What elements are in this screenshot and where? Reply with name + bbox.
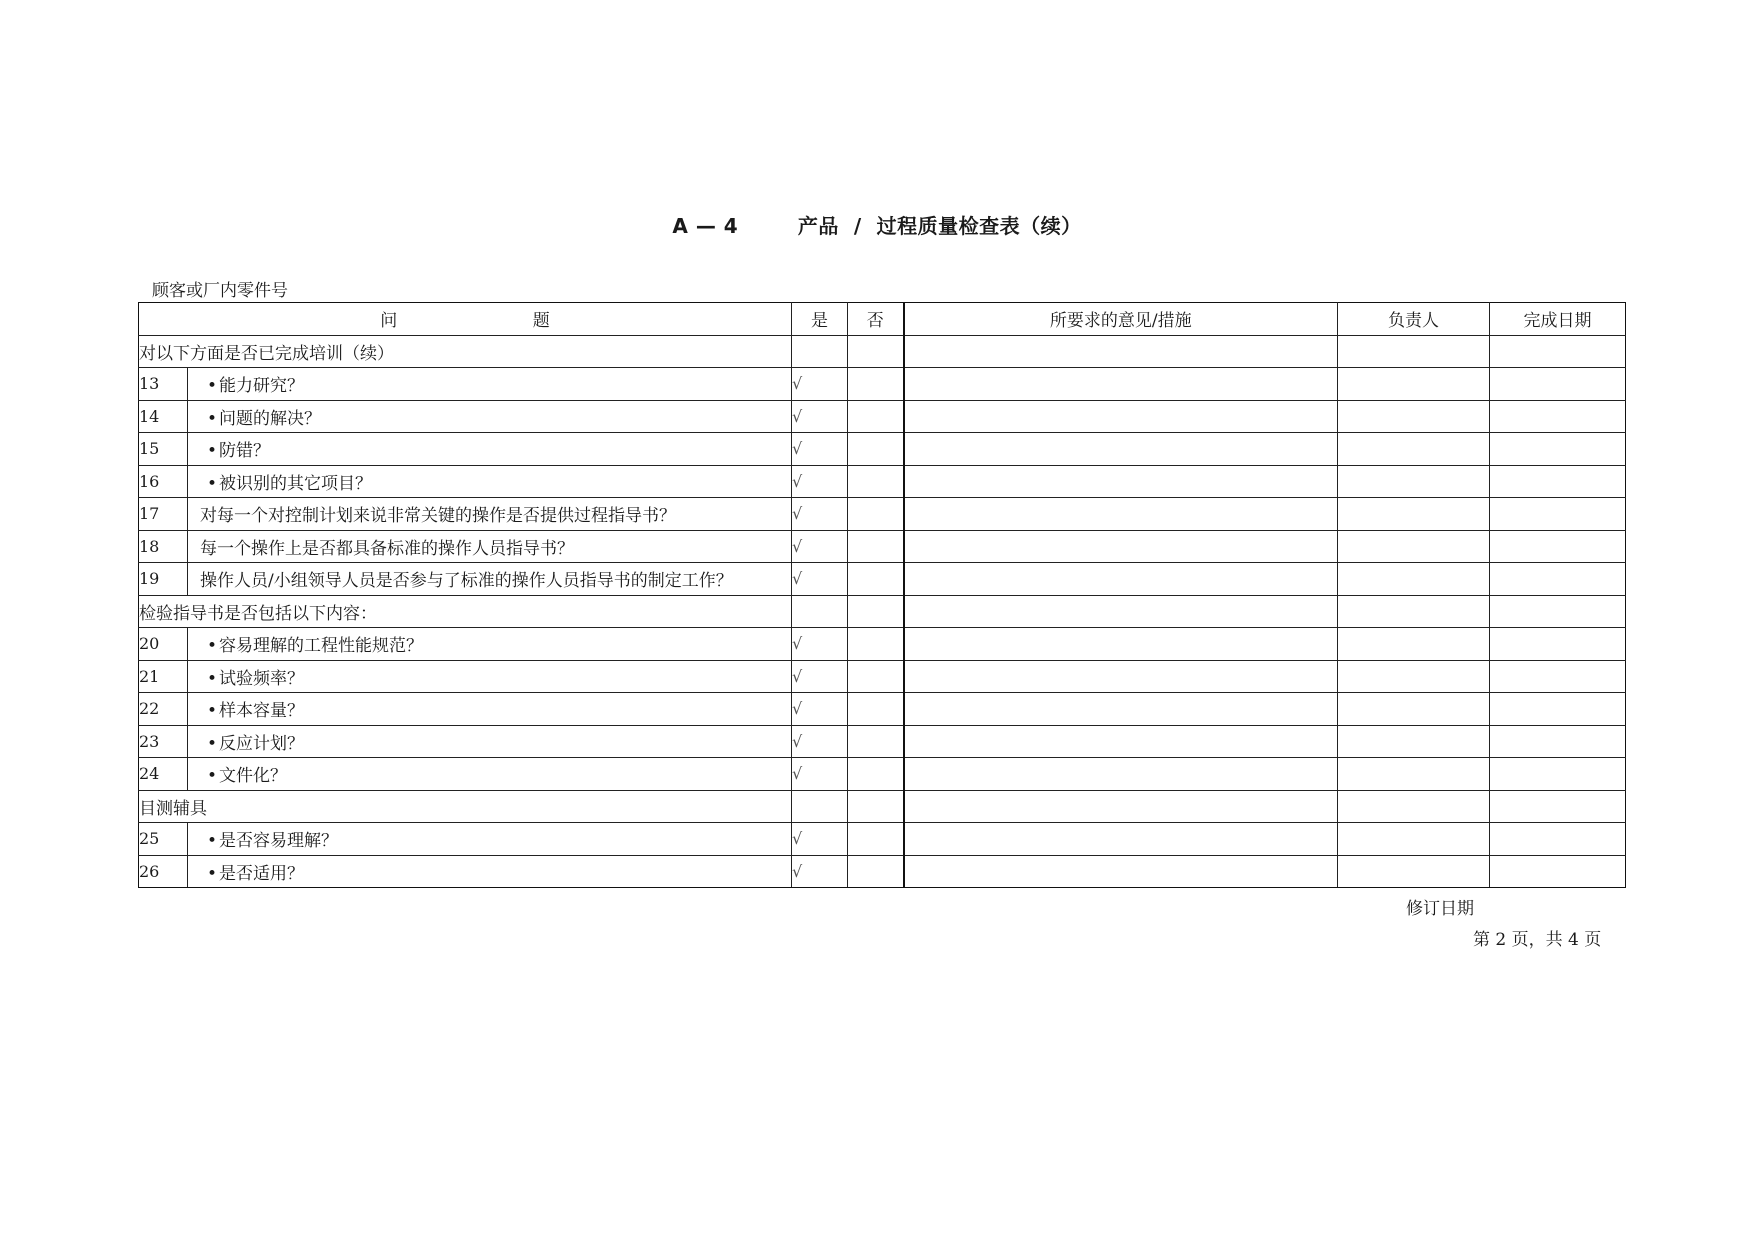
question-text xyxy=(188,758,792,791)
responsible-cell[interactable] xyxy=(1338,498,1490,531)
comments-cell[interactable] xyxy=(904,823,1338,856)
no-cell[interactable] xyxy=(848,790,904,823)
responsible-cell[interactable] xyxy=(1338,563,1490,596)
question-text xyxy=(188,465,792,498)
responsible-cell[interactable] xyxy=(1338,823,1490,856)
question-label: 被识别的其它项目？ xyxy=(219,473,372,494)
yes-checkmark[interactable]: √ xyxy=(792,855,848,888)
comments-cell[interactable] xyxy=(904,855,1338,888)
table-row xyxy=(139,693,1626,726)
responsible-cell[interactable] xyxy=(1338,790,1490,823)
comments-cell[interactable] xyxy=(904,725,1338,758)
bullet-icon: • xyxy=(206,376,218,397)
completion-date-cell[interactable] xyxy=(1490,465,1626,498)
no-cell[interactable] xyxy=(848,498,904,531)
responsible-cell[interactable] xyxy=(1338,465,1490,498)
checklist-body xyxy=(139,335,1626,888)
no-cell[interactable] xyxy=(848,855,904,888)
table-row xyxy=(139,725,1626,758)
bullet-icon: • xyxy=(206,733,218,754)
question-text xyxy=(188,433,792,466)
question-text xyxy=(188,563,792,596)
item-number: 19 xyxy=(139,563,188,596)
table-row xyxy=(139,465,1626,498)
no-cell[interactable] xyxy=(848,628,904,661)
yes-checkmark[interactable]: √ xyxy=(792,433,848,466)
bullet-icon: • xyxy=(206,668,218,689)
question-text xyxy=(188,498,792,531)
no-cell[interactable] xyxy=(848,400,904,433)
header-responsible: 负责人 xyxy=(1338,303,1490,336)
no-cell[interactable] xyxy=(848,433,904,466)
item-number: 24 xyxy=(139,758,188,791)
question-text xyxy=(188,725,792,758)
yes-checkmark[interactable]: √ xyxy=(792,465,848,498)
yes-cell[interactable] xyxy=(792,335,848,368)
comments-cell[interactable] xyxy=(904,660,1338,693)
comments-cell[interactable] xyxy=(904,563,1338,596)
comments-cell[interactable] xyxy=(904,335,1338,368)
section-heading: 对以下方面是否已完成培训（续） xyxy=(139,335,792,368)
table-row xyxy=(139,855,1626,888)
no-cell[interactable] xyxy=(848,368,904,401)
completion-date-cell[interactable] xyxy=(1490,790,1626,823)
no-cell[interactable] xyxy=(848,823,904,856)
item-number: 18 xyxy=(139,530,188,563)
responsible-cell[interactable] xyxy=(1338,335,1490,368)
no-cell[interactable] xyxy=(848,660,904,693)
question-label: 文件化？ xyxy=(219,766,287,787)
yes-checkmark[interactable]: √ xyxy=(792,530,848,563)
completion-date-cell[interactable] xyxy=(1490,530,1626,563)
section-heading: 目测辅具 xyxy=(139,790,792,823)
yes-checkmark[interactable]: √ xyxy=(792,368,848,401)
no-cell[interactable] xyxy=(848,335,904,368)
responsible-cell[interactable] xyxy=(1338,433,1490,466)
completion-date-cell[interactable] xyxy=(1490,855,1626,888)
question-text xyxy=(188,855,792,888)
completion-date-cell[interactable] xyxy=(1490,400,1626,433)
item-number: 20 xyxy=(139,628,188,661)
bullet-icon: • xyxy=(206,701,218,722)
question-label: 能力研究？ xyxy=(219,376,304,397)
question-label: 样本容量？ xyxy=(219,701,304,722)
question-label: 容易理解的工程性能规范？ xyxy=(219,636,423,657)
yes-checkmark[interactable]: √ xyxy=(792,823,848,856)
completion-date-cell[interactable] xyxy=(1490,595,1626,628)
completion-date-cell[interactable] xyxy=(1490,660,1626,693)
item-number: 16 xyxy=(139,465,188,498)
question-label: 是否容易理解？ xyxy=(219,831,338,852)
completion-date-cell[interactable] xyxy=(1490,693,1626,726)
item-number: 23 xyxy=(139,725,188,758)
yes-cell[interactable] xyxy=(792,595,848,628)
question-label: 操作人员/小组领导人员是否参与了标准的操作人员指导书的制定工作？ xyxy=(200,571,733,592)
responsible-cell[interactable] xyxy=(1338,628,1490,661)
yes-checkmark[interactable]: √ xyxy=(792,693,848,726)
question-label: 是否适用？ xyxy=(219,863,304,884)
question-label: 对每一个对控制计划来说非常关键的操作是否提供过程指导书？ xyxy=(200,506,676,527)
header-no: 否 xyxy=(848,303,904,336)
table-section-row xyxy=(139,595,1626,628)
item-number: 21 xyxy=(139,660,188,693)
question-label: 问题的解决？ xyxy=(219,408,321,429)
comments-cell[interactable] xyxy=(904,595,1338,628)
part-number-label: 顾客或厂内零件号 xyxy=(152,281,288,301)
completion-date-cell[interactable] xyxy=(1490,823,1626,856)
table-section-row xyxy=(139,790,1626,823)
yes-checkmark[interactable]: √ xyxy=(792,725,848,758)
bullet-icon: • xyxy=(206,766,218,787)
yes-checkmark[interactable]: √ xyxy=(792,628,848,661)
completion-date-cell[interactable] xyxy=(1490,725,1626,758)
document-title: A — 4 产品 / 过程质量检查表（续） xyxy=(672,214,1082,238)
question-text xyxy=(188,693,792,726)
responsible-cell[interactable] xyxy=(1338,758,1490,791)
table-row xyxy=(139,368,1626,401)
completion-date-cell[interactable] xyxy=(1490,433,1626,466)
no-cell[interactable] xyxy=(848,563,904,596)
question-label: 反应计划？ xyxy=(219,733,304,754)
comments-cell[interactable] xyxy=(904,628,1338,661)
header-question: 问 题 xyxy=(139,303,792,336)
no-cell[interactable] xyxy=(848,725,904,758)
table-row xyxy=(139,498,1626,531)
table-row xyxy=(139,660,1626,693)
responsible-cell[interactable] xyxy=(1338,368,1490,401)
yes-cell[interactable] xyxy=(792,790,848,823)
no-cell[interactable] xyxy=(848,465,904,498)
yes-checkmark[interactable]: √ xyxy=(792,758,848,791)
table-row xyxy=(139,433,1626,466)
item-number: 14 xyxy=(139,400,188,433)
question-label: 每一个操作上是否都具备标准的操作人员指导书？ xyxy=(200,538,574,559)
responsible-cell[interactable] xyxy=(1338,400,1490,433)
header-completion-date: 完成日期 xyxy=(1490,303,1626,336)
table-row xyxy=(139,758,1626,791)
comments-cell[interactable] xyxy=(904,433,1338,466)
table-row xyxy=(139,823,1626,856)
revision-date-label: 修订日期 xyxy=(1406,899,1474,919)
responsible-cell[interactable] xyxy=(1338,725,1490,758)
question-label: 试验频率？ xyxy=(219,668,304,689)
completion-date-cell[interactable] xyxy=(1490,758,1626,791)
bullet-icon: • xyxy=(206,441,218,462)
section-heading: 检验指导书是否包括以下内容： xyxy=(139,595,792,628)
question-label: 防错？ xyxy=(219,441,270,462)
table-row xyxy=(139,563,1626,596)
yes-checkmark[interactable]: √ xyxy=(792,400,848,433)
comments-cell[interactable] xyxy=(904,400,1338,433)
bullet-icon: • xyxy=(206,408,218,429)
table-section-row xyxy=(139,335,1626,368)
table-header-row xyxy=(139,303,1626,336)
question-text xyxy=(188,400,792,433)
yes-checkmark[interactable]: √ xyxy=(792,660,848,693)
bullet-icon: • xyxy=(206,831,218,852)
header-comments: 所要求的意见/措施 xyxy=(904,303,1338,336)
item-number: 22 xyxy=(139,693,188,726)
table-row xyxy=(139,400,1626,433)
completion-date-cell[interactable] xyxy=(1490,628,1626,661)
question-text xyxy=(188,368,792,401)
bullet-icon: • xyxy=(206,863,218,884)
comments-cell[interactable] xyxy=(904,758,1338,791)
responsible-cell[interactable] xyxy=(1338,693,1490,726)
question-text xyxy=(188,628,792,661)
question-text xyxy=(188,660,792,693)
bullet-icon: • xyxy=(206,636,218,657)
responsible-cell[interactable] xyxy=(1338,530,1490,563)
comments-cell[interactable] xyxy=(904,530,1338,563)
header-yes: 是 xyxy=(792,303,848,336)
item-number: 26 xyxy=(139,855,188,888)
no-cell[interactable] xyxy=(848,758,904,791)
table-row xyxy=(139,628,1626,661)
completion-date-cell[interactable] xyxy=(1490,335,1626,368)
item-number: 13 xyxy=(139,368,188,401)
responsible-cell[interactable] xyxy=(1338,855,1490,888)
no-cell[interactable] xyxy=(848,595,904,628)
comments-cell[interactable] xyxy=(904,790,1338,823)
question-text xyxy=(188,823,792,856)
completion-date-cell[interactable] xyxy=(1490,563,1626,596)
completion-date-cell[interactable] xyxy=(1490,368,1626,401)
yes-checkmark[interactable]: √ xyxy=(792,498,848,531)
responsible-cell[interactable] xyxy=(1338,660,1490,693)
yes-checkmark[interactable]: √ xyxy=(792,563,848,596)
item-number: 15 xyxy=(139,433,188,466)
no-cell[interactable] xyxy=(848,693,904,726)
page-info: 第 2 页，共 4 页 xyxy=(1473,930,1602,950)
bullet-icon: • xyxy=(206,473,218,494)
item-number: 17 xyxy=(139,498,188,531)
comments-cell[interactable] xyxy=(904,693,1338,726)
comments-cell[interactable] xyxy=(904,498,1338,531)
table-row xyxy=(139,530,1626,563)
comments-cell[interactable] xyxy=(904,465,1338,498)
comments-cell[interactable] xyxy=(904,368,1338,401)
checklist-table xyxy=(138,302,1626,888)
question-text xyxy=(188,530,792,563)
completion-date-cell[interactable] xyxy=(1490,498,1626,531)
no-cell[interactable] xyxy=(848,530,904,563)
item-number: 25 xyxy=(139,823,188,856)
responsible-cell[interactable] xyxy=(1338,595,1490,628)
